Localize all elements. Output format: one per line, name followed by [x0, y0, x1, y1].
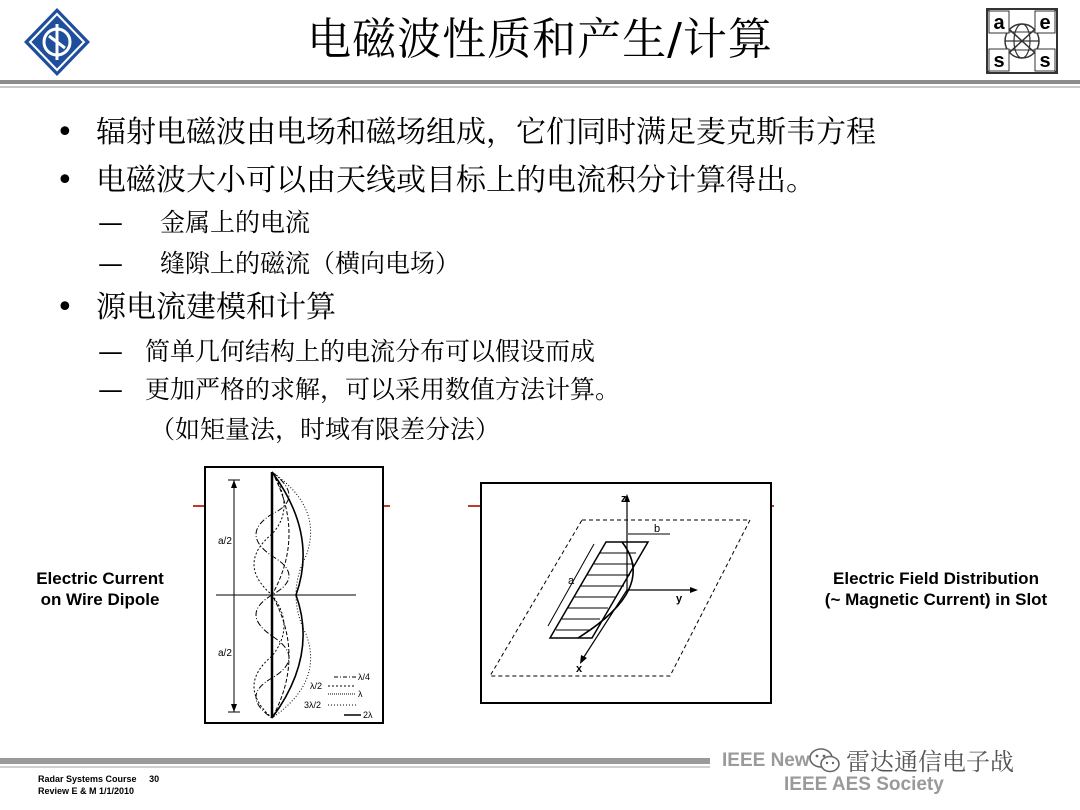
dipole-diagram [206, 468, 382, 722]
watermark-anchor [808, 744, 809, 745]
slot-caption [806, 568, 1066, 610]
legend-lambda: λ [358, 689, 363, 699]
dipole-caption-line2: on Wire Dipole [40, 590, 160, 609]
legend-quarter-lambda: λ/4 [358, 672, 371, 682]
aess-letter-e: e [1039, 12, 1051, 34]
ieee-newengland-text: IEEE New [722, 750, 810, 771]
legend-three-half-lambda: 3λ/2 [304, 700, 322, 710]
label-a-half-bottom: a/2 [218, 648, 232, 659]
course-review: Review E & M 1/1/2010 [38, 786, 135, 796]
wechat-icon [808, 746, 842, 776]
slot-width-label: b [654, 523, 661, 535]
bullet-marker: • [56, 115, 74, 150]
course-info [38, 773, 159, 797]
slot-caption-line2: (~ Magnetic Current) in Slot [824, 590, 1048, 609]
axis-z-label: z [621, 493, 627, 505]
subitem-text: 简单几何结构上的电流分布可以假设而成 [145, 337, 596, 366]
header-divider-thin [0, 86, 1080, 88]
subitem-marker: — [98, 337, 123, 366]
bullet-marker: • [56, 163, 74, 198]
page-number: 30 [149, 774, 160, 784]
ieee-aes-society-text: IEEE AES Society [784, 774, 944, 795]
axis-x-label: x [576, 663, 583, 675]
bullet-text: 电磁波大小可以由天线或目标上的电流积分计算得出。 [96, 163, 816, 198]
axis-y-label: y [676, 593, 683, 605]
slot-caption-line1: Electric Field Distribution [833, 569, 1039, 588]
dipole-figure [204, 466, 384, 724]
slot-diagram [482, 484, 770, 702]
watermark-text: 雷达通信电子战 [846, 748, 1014, 776]
bullet-text: 源电流建模和计算 [96, 290, 336, 325]
dipole-caption-line1: Electric Current [36, 569, 164, 588]
aess-letter-s2: s [1039, 50, 1051, 72]
subitem-marker: — [98, 375, 123, 404]
aess-logo [986, 8, 1058, 74]
ieee-diamond-icon [22, 6, 92, 78]
course-name: Radar Systems Course [38, 774, 137, 784]
subitem-text: 金属上的电流 [160, 208, 311, 237]
ieee-logo [22, 6, 92, 78]
aess-letter-a: a [993, 12, 1005, 34]
aess-globe-icon [986, 8, 1058, 74]
legend-two-lambda: 2λ [363, 710, 373, 720]
header-divider [0, 80, 1080, 84]
subitem-marker: — [98, 208, 123, 237]
footer-divider-thin [0, 766, 710, 768]
dipole-caption [26, 568, 174, 610]
page-title: 电磁波性质和产生/计算 [307, 14, 773, 65]
footer-divider [0, 758, 710, 764]
bullet-marker: • [56, 290, 74, 325]
slot-length-label: a [568, 575, 575, 587]
bullet-continuation: （如矩量法，时域有限差分法） [150, 415, 501, 444]
legend-half-lambda: λ/2 [310, 681, 323, 691]
subitem-text: 更加严格的求解，可以采用数值方法计算。 [145, 375, 621, 404]
aess-letter-s1: s [993, 50, 1005, 72]
bullet-text: 辐射电磁波由电场和磁场组成，它们同时满足麦克斯韦方程 [96, 115, 876, 150]
subitem-text: 缝隙上的磁流（横向电场） [160, 249, 461, 278]
subitem-marker: — [98, 249, 123, 278]
label-a-half-top: a/2 [218, 536, 232, 547]
slot-figure [480, 482, 772, 704]
